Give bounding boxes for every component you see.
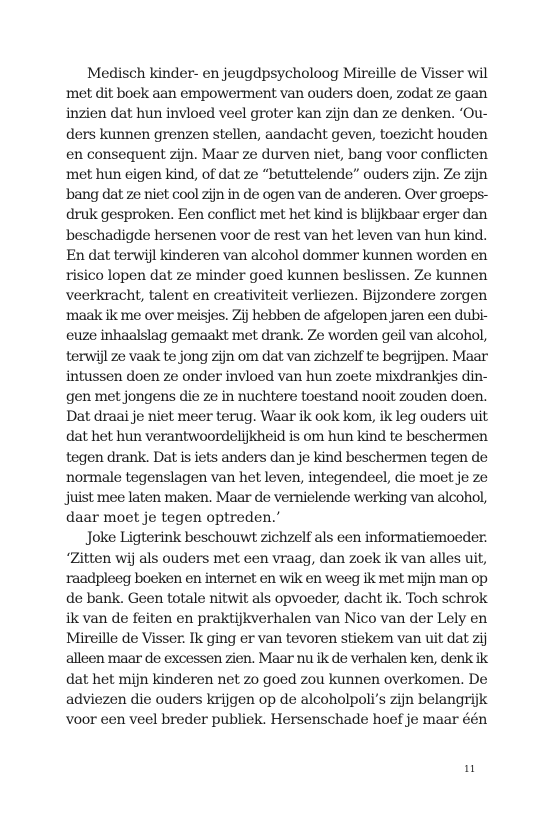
text-line: ik van de feiten en praktijkverhalen van Nico van der Lely en: [66, 611, 487, 628]
text-line: de bank. Geen totale nitwit als opvoeder, dacht ik. Toch schrok: [66, 590, 488, 607]
text-line: ders kunnen grenzen stellen, aandacht geven, toezicht houden: [66, 126, 488, 143]
text-line: druk gesproken. Een conflict met het kind is blijkbaar erger dan: [66, 207, 487, 224]
text-line: voor een veel breder publiek. Hersenschade hoef je maar één: [66, 712, 488, 728]
text-line: gen met jongens die ze in nuchtere toestand nooit zouden doen.: [66, 389, 487, 405]
text-line: tegen drank. Dat is iets anders dan je kind beschermen tegen de: [66, 449, 488, 466]
text-line: Mireille de Visser. Ik ging er van tevoren stiekem van uit dat zij: [66, 631, 487, 648]
text-line: risico lopen dat ze minder goed kunnen beslissen. Ze kunnen: [66, 267, 488, 284]
text-line: dat het hun verantwoordelijkheid is om hun kind te beschermen: [66, 429, 488, 446]
text-line: terwijl ze vaak te jong zijn om dat van zichzelf te begrijpen. Maar: [66, 348, 488, 365]
text-line: Dat draai je niet meer terug. Waar ik ook kom, ik leg ouders uit: [66, 409, 488, 426]
text-line: adviezen die ouders krijgen op de alcoholpoli’s zijn belangrijk: [66, 691, 487, 708]
text-line: alleen maar de excessen zien. Maar nu ik de verhalen ken, denk ik: [66, 651, 488, 668]
text-line: intussen doen ze onder invloed van hun zoete mixdrankjes din-: [66, 368, 487, 385]
text-line: bang dat ze niet cool zijn in de ogen van de anderen. Over groeps-: [66, 187, 488, 204]
text-line: met dit boek aan empowerment van ouders doen, zodat ze gaan: [66, 86, 487, 103]
text-line: En dat terwijl kinderen van alcohol dommer kunnen worden en: [66, 247, 488, 264]
text-line: inzien dat hun invloed veel groter kan zijn dan ze denken. ‘Ou-: [66, 106, 487, 123]
text-line: maak ik me over meisjes. Zij hebben de afgelopen jaren een dubi-: [66, 308, 487, 325]
text-line: met hun eigen kind, of dat ze “betuttelende” ouders zijn. Ze zijn: [66, 166, 488, 183]
text-line: juist mee laten maken. Maar de vernielende werking van alcohol,: [66, 489, 487, 506]
text-line: ‘Zitten wij als ouders met een vraag, dan zoek ik van alles uit,: [66, 550, 487, 567]
text-line: normale tegenslagen van het leven, integendeel, die moet je ze: [66, 469, 488, 486]
text-line: en consequent zijn. Maar ze durven niet, bang voor conflicten: [66, 146, 488, 163]
text-line: veerkracht, talent en creativiteit verliezen. Bijzondere zorgen: [66, 288, 487, 305]
text-line: Joke Ligterink beschouwt zichzelf als een informatiemoeder.: [87, 530, 488, 547]
page-number: 11: [464, 765, 476, 775]
text-line: raadpleeg boeken en internet en wik en weeg ik met mijn man op: [66, 570, 488, 587]
text-line: euze inhaalslag gemaakt met drank. Ze worden geil van alcohol,: [66, 328, 487, 345]
text-line: beschadigde hersenen voor de rest van het leven van hun kind.: [66, 227, 487, 244]
text-line: daar moet je tegen optreden.’: [66, 510, 281, 527]
text-line: Medisch kinder- en jeugdpsycholoog Mireille de Visser wil: [87, 66, 488, 82]
paragraph-1: [66, 64, 487, 528]
paragraph-2: [66, 528, 487, 730]
text-line: dat het mijn kinderen net zo goed zou kunnen overkomen. De: [66, 671, 488, 688]
page-body-text: [66, 64, 487, 730]
